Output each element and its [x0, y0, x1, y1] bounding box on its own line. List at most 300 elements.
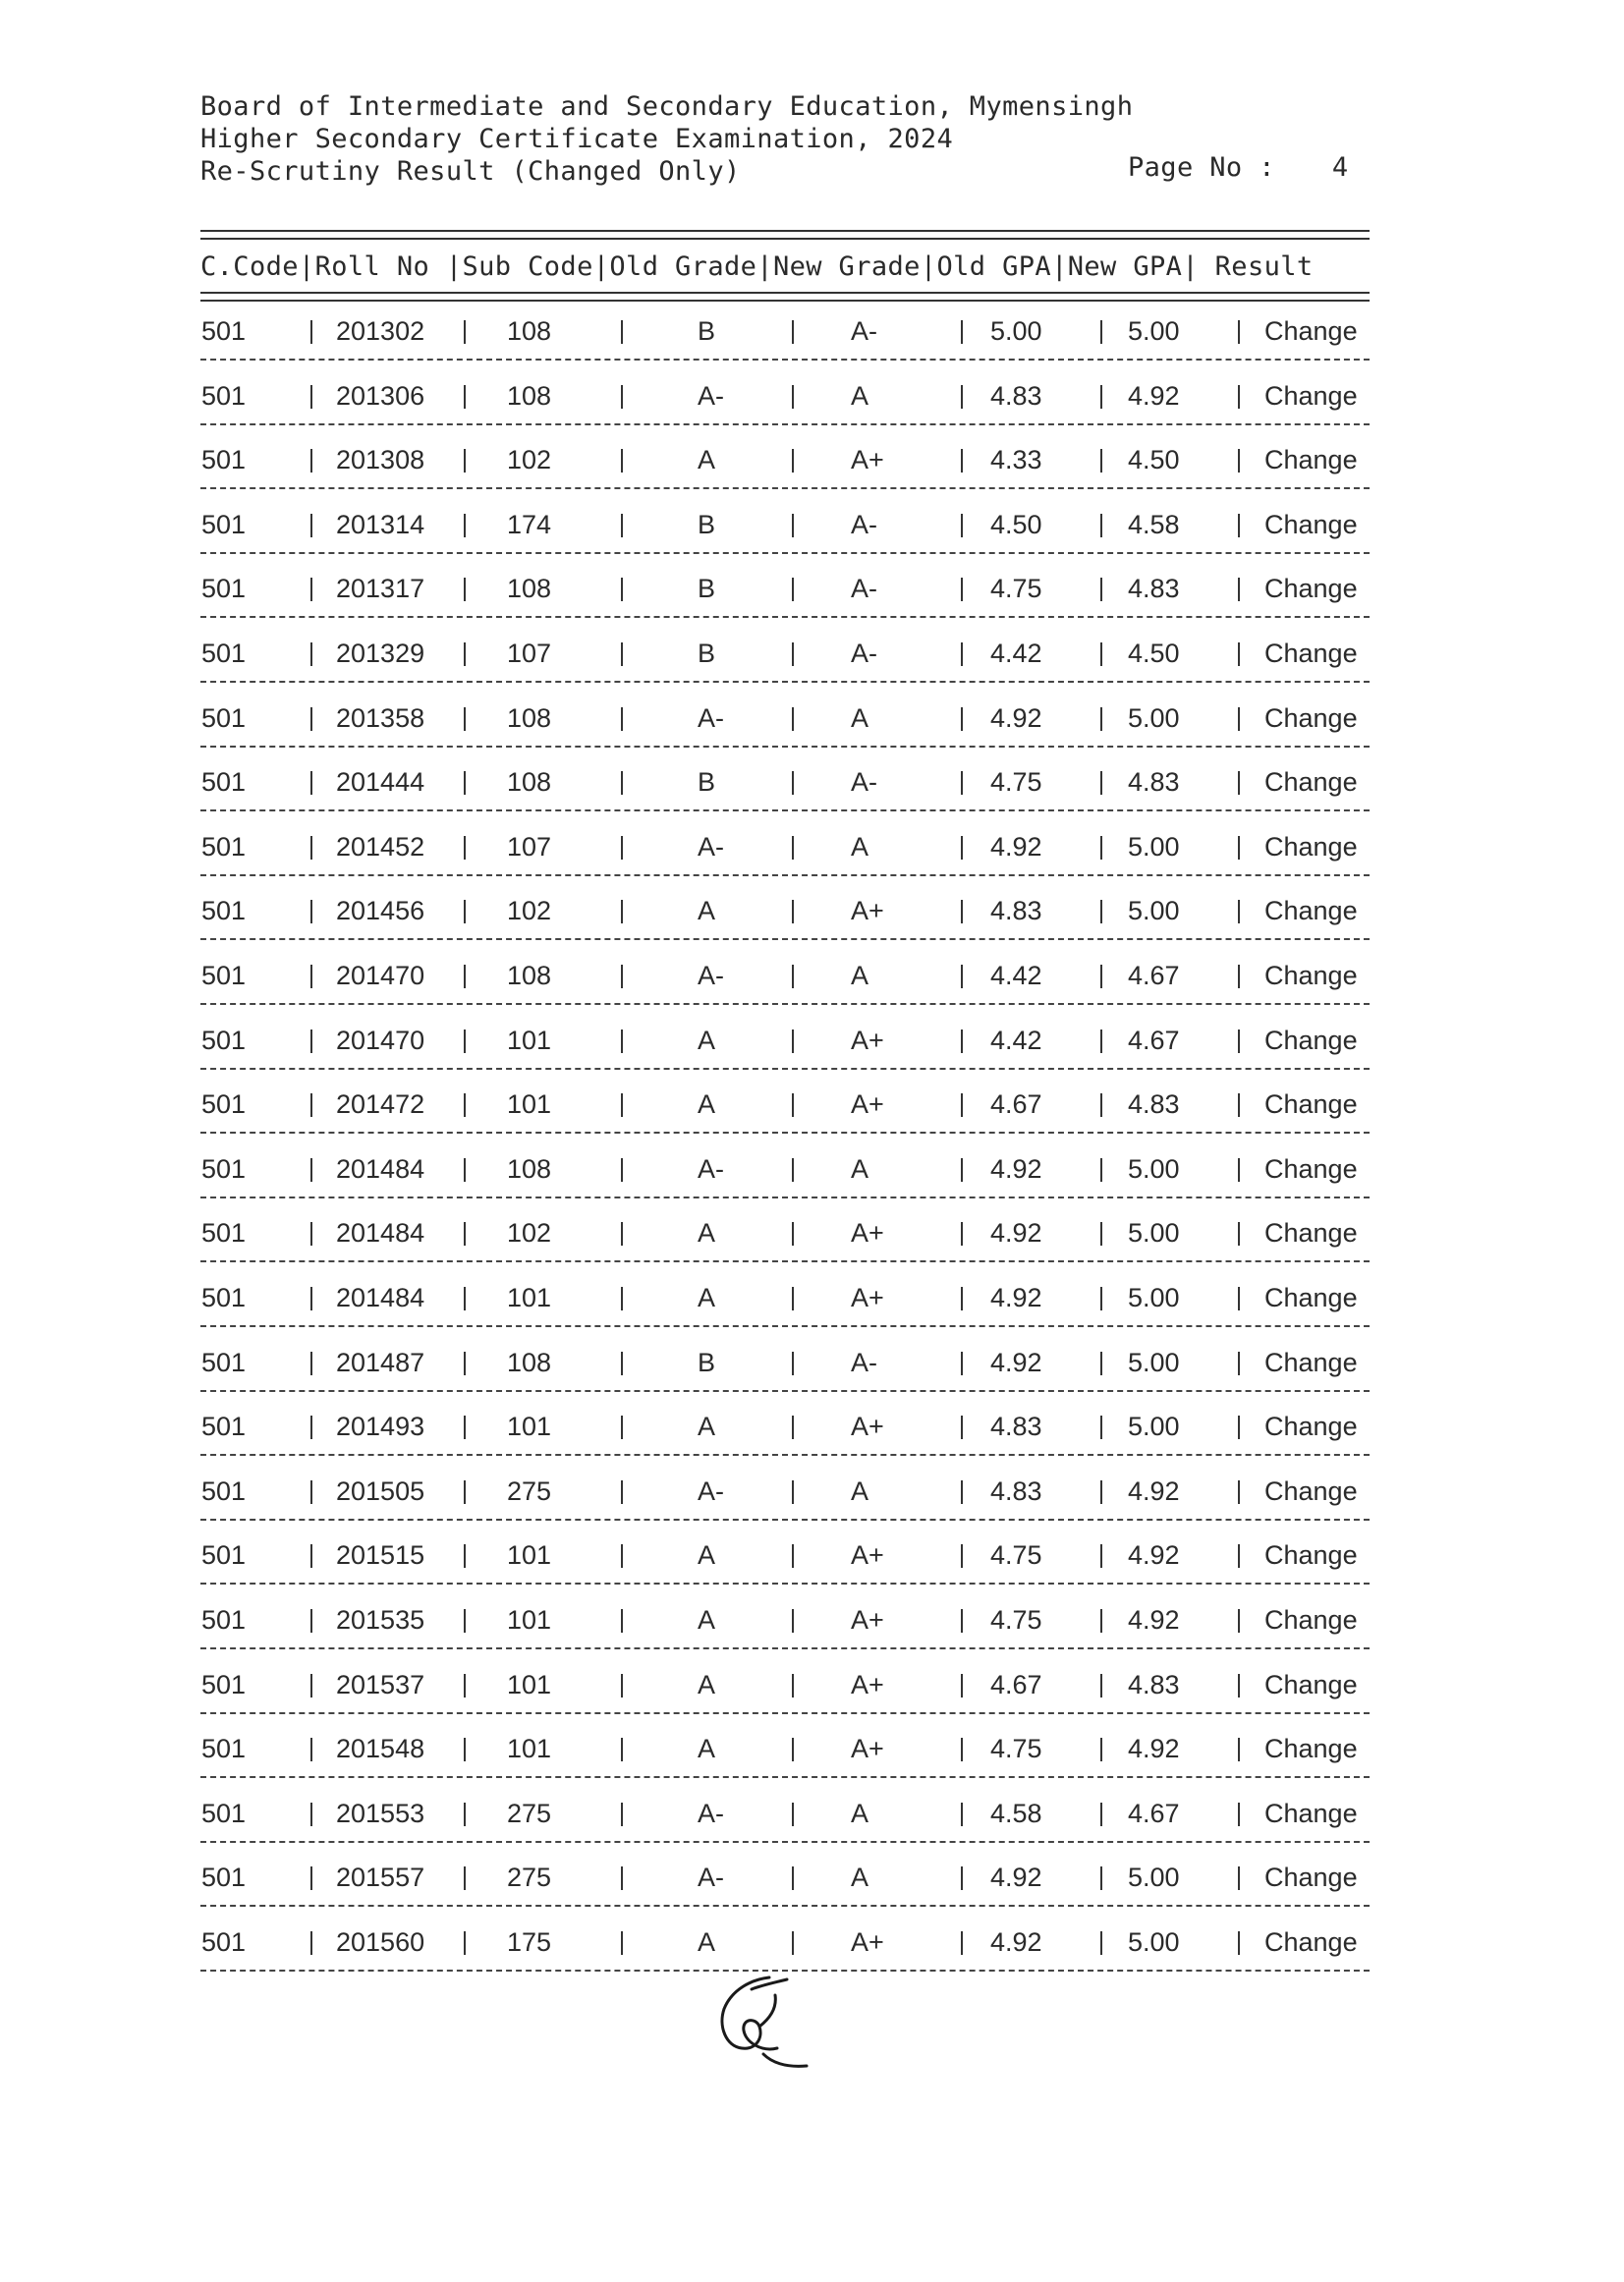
column-separator: [1100, 642, 1102, 666]
new-grade: A: [851, 1798, 869, 1828]
table-row: [0, 1605, 1624, 1644]
column-separator: [1238, 707, 1240, 731]
result-status: Change: [1264, 961, 1358, 990]
old-gpa: 4.92: [990, 1153, 1042, 1184]
column-separator: [792, 1352, 794, 1375]
row-divider: [200, 1132, 1370, 1134]
old-grade: B: [698, 1347, 716, 1377]
column-separator: [1238, 1416, 1240, 1439]
subject-code: 108: [507, 380, 552, 411]
column-separator: [1100, 1480, 1102, 1504]
old-gpa: 4.42: [990, 639, 1042, 668]
column-separator: [1238, 771, 1240, 795]
column-separator: [464, 385, 466, 409]
column-separator: [310, 320, 312, 344]
row-divider: [200, 1003, 1370, 1005]
row-divider: [200, 1390, 1370, 1392]
centre-code: 501: [201, 316, 247, 346]
column-separator: [1100, 1093, 1102, 1117]
page-number: 4: [1331, 152, 1349, 183]
result-status: Change: [1264, 1475, 1358, 1506]
new-gpa: 4.92: [1128, 1475, 1180, 1506]
column-separator: [792, 1931, 794, 1955]
subject-code: 175: [507, 1927, 552, 1957]
column-separator: [961, 1222, 963, 1246]
column-separator: [961, 1352, 963, 1375]
old-grade: A-: [698, 961, 724, 990]
old-grade: A: [698, 1734, 716, 1764]
column-separator: [1100, 1609, 1102, 1633]
column-separator: [792, 1738, 794, 1761]
old-grade: B: [698, 509, 716, 539]
old-gpa: 4.75: [990, 767, 1042, 798]
row-divider: [200, 1068, 1370, 1070]
column-separator: [1100, 965, 1102, 988]
result-status: Change: [1264, 1412, 1358, 1442]
column-separator: [621, 1416, 623, 1439]
centre-code: 501: [201, 1475, 247, 1506]
new-grade: A+: [851, 1734, 884, 1764]
column-separator: [1100, 514, 1102, 537]
row-divider: [200, 1454, 1370, 1456]
table-row: [0, 1799, 1624, 1838]
roll-number: 201456: [336, 896, 425, 926]
column-separator: [1238, 449, 1240, 473]
old-grade: A-: [698, 831, 724, 862]
result-type-title: Re-Scrutiny Result (Changed Only): [200, 156, 741, 187]
column-separator: [621, 1093, 623, 1117]
column-separator: [310, 1738, 312, 1761]
roll-number: 201487: [336, 1347, 425, 1377]
column-separator: [310, 1866, 312, 1890]
column-separator: [464, 1287, 466, 1310]
subject-code: 108: [507, 767, 552, 798]
centre-code: 501: [201, 1798, 247, 1828]
new-grade: A-: [851, 316, 877, 346]
new-grade: A+: [851, 1412, 884, 1442]
column-separator: [792, 1158, 794, 1182]
row-divider: [200, 1519, 1370, 1521]
column-separator: [464, 965, 466, 988]
row-divider: [200, 938, 1370, 940]
subject-code: 108: [507, 702, 552, 733]
old-gpa: 4.75: [990, 1605, 1042, 1635]
new-grade: A: [851, 831, 869, 862]
column-separator: [792, 1030, 794, 1053]
column-separator: [464, 642, 466, 666]
new-grade: A+: [851, 1669, 884, 1699]
result-status: Change: [1264, 445, 1358, 475]
new-grade: A+: [851, 1540, 884, 1571]
column-separator: [961, 900, 963, 923]
column-separator: [310, 1931, 312, 1955]
new-gpa: 4.67: [1128, 1025, 1180, 1055]
subject-code: 275: [507, 1863, 552, 1893]
roll-number: 201314: [336, 509, 425, 539]
column-separator: [621, 514, 623, 537]
page-label: Page No :: [1128, 152, 1275, 183]
column-separator: [464, 1158, 466, 1182]
old-grade: A: [698, 1669, 716, 1699]
result-status: Change: [1264, 896, 1358, 926]
column-separator: [310, 836, 312, 860]
table-row: [0, 639, 1624, 678]
column-separator: [464, 320, 466, 344]
roll-number: 201493: [336, 1412, 425, 1442]
column-separator: [464, 1931, 466, 1955]
subject-code: 101: [507, 1283, 552, 1312]
column-separator: [1100, 1674, 1102, 1698]
result-status: Change: [1264, 767, 1358, 798]
column-separator: [464, 771, 466, 795]
column-separator: [961, 1480, 963, 1504]
result-status: Change: [1264, 1734, 1358, 1764]
subject-code: 101: [507, 1025, 552, 1055]
column-separator: [1100, 1866, 1102, 1890]
new-gpa: 4.92: [1128, 380, 1180, 411]
old-gpa: 4.83: [990, 896, 1042, 926]
old-gpa: 4.67: [990, 1669, 1042, 1699]
result-status: Change: [1264, 702, 1358, 733]
column-separator: [961, 771, 963, 795]
new-gpa: 4.92: [1128, 1605, 1180, 1635]
new-gpa: 5.00: [1128, 1863, 1180, 1893]
column-separator: [792, 449, 794, 473]
roll-number: 201317: [336, 574, 425, 604]
centre-code: 501: [201, 767, 247, 798]
table-row: [0, 1348, 1624, 1387]
column-separator: [961, 642, 963, 666]
centre-code: 501: [201, 445, 247, 475]
column-separator: [310, 1544, 312, 1568]
table-row: [0, 1089, 1624, 1129]
column-separator: [1100, 1803, 1102, 1826]
new-grade: A+: [851, 896, 884, 926]
centre-code: 501: [201, 1153, 247, 1184]
column-separator: [621, 965, 623, 988]
roll-number: 201557: [336, 1863, 425, 1893]
column-separator: [1100, 900, 1102, 923]
old-grade: B: [698, 767, 716, 798]
centre-code: 501: [201, 574, 247, 604]
centre-code: 501: [201, 1540, 247, 1571]
subject-code: 108: [507, 316, 552, 346]
table-row: [0, 1026, 1624, 1065]
column-headers: C.Code|Roll No |Sub Code|Old Grade|New Grade|Old GPA|New GPA| Result: [200, 251, 1314, 282]
roll-number: 201484: [336, 1283, 425, 1312]
old-grade: A-: [698, 1863, 724, 1893]
old-gpa: 4.33: [990, 445, 1042, 475]
column-separator: [961, 965, 963, 988]
column-separator: [1100, 1931, 1102, 1955]
result-status: Change: [1264, 1605, 1358, 1635]
table-row: [0, 832, 1624, 871]
centre-code: 501: [201, 639, 247, 668]
column-separator: [310, 965, 312, 988]
result-status: Change: [1264, 1798, 1358, 1828]
old-gpa: 4.50: [990, 509, 1042, 539]
column-separator: [961, 1931, 963, 1955]
new-gpa: 5.00: [1128, 1347, 1180, 1377]
column-separator: [1238, 1093, 1240, 1117]
column-separator: [1238, 1738, 1240, 1761]
column-separator: [310, 1093, 312, 1117]
column-separator: [1100, 1158, 1102, 1182]
subject-code: 108: [507, 574, 552, 604]
new-grade: A+: [851, 1283, 884, 1312]
column-separator: [1238, 1609, 1240, 1633]
column-separator: [310, 1674, 312, 1698]
column-separator: [1100, 1544, 1102, 1568]
roll-number: 201470: [336, 961, 425, 990]
row-divider: [200, 616, 1370, 618]
column-separator: [961, 1030, 963, 1053]
column-separator: [1238, 836, 1240, 860]
column-separator: [1100, 1287, 1102, 1310]
roll-number: 201444: [336, 767, 425, 798]
column-separator: [792, 1416, 794, 1439]
column-separator: [792, 578, 794, 601]
roll-number: 201302: [336, 316, 425, 346]
column-separator: [792, 1287, 794, 1310]
column-separator: [464, 578, 466, 601]
column-separator: [310, 900, 312, 923]
table-row: [0, 1283, 1624, 1322]
column-separator: [310, 1416, 312, 1439]
column-separator: [464, 1866, 466, 1890]
subject-code: 101: [507, 1605, 552, 1635]
column-separator: [621, 771, 623, 795]
old-gpa: 4.58: [990, 1798, 1042, 1828]
result-status: Change: [1264, 1863, 1358, 1893]
column-separator: [792, 1803, 794, 1826]
column-separator: [792, 642, 794, 666]
column-separator: [1238, 1287, 1240, 1310]
column-separator: [961, 1093, 963, 1117]
subject-code: 102: [507, 1218, 552, 1249]
centre-code: 501: [201, 1025, 247, 1055]
table-row: [0, 1412, 1624, 1451]
new-grade: A-: [851, 639, 877, 668]
result-status: Change: [1264, 574, 1358, 604]
column-separator: [792, 1674, 794, 1698]
column-separator: [961, 1738, 963, 1761]
roll-number: 201548: [336, 1734, 425, 1764]
row-divider: [200, 1712, 1370, 1714]
column-separator: [1100, 578, 1102, 601]
column-separator: [621, 449, 623, 473]
new-gpa: 5.00: [1128, 1927, 1180, 1957]
new-grade: A-: [851, 509, 877, 539]
subject-code: 108: [507, 1347, 552, 1377]
column-separator: [310, 578, 312, 601]
result-status: Change: [1264, 1218, 1358, 1249]
old-grade: A-: [698, 1798, 724, 1828]
roll-number: 201553: [336, 1798, 425, 1828]
column-separator: [621, 1544, 623, 1568]
roll-number: 201306: [336, 380, 425, 411]
old-grade: B: [698, 639, 716, 668]
old-grade: A-: [698, 380, 724, 411]
roll-number: 201505: [336, 1475, 425, 1506]
old-gpa: 4.75: [990, 1734, 1042, 1764]
old-grade: A: [698, 1605, 716, 1635]
column-separator: [464, 836, 466, 860]
new-grade: A+: [851, 1605, 884, 1635]
table-row: [0, 961, 1624, 1000]
row-divider: [200, 1647, 1370, 1649]
table-row: [0, 316, 1624, 356]
result-status: Change: [1264, 380, 1358, 411]
column-separator: [310, 642, 312, 666]
new-grade: A: [851, 1153, 869, 1184]
column-separator: [1100, 771, 1102, 795]
column-separator: [464, 1609, 466, 1633]
column-separator: [1238, 1222, 1240, 1246]
result-status: Change: [1264, 1347, 1358, 1377]
result-status: Change: [1264, 1927, 1358, 1957]
column-separator: [792, 514, 794, 537]
column-separator: [621, 1287, 623, 1310]
new-grade: A: [851, 702, 869, 733]
table-row: [0, 1927, 1624, 1967]
row-divider: [200, 552, 1370, 554]
column-separator: [1238, 1931, 1240, 1955]
new-grade: A: [851, 961, 869, 990]
column-separator: [464, 1222, 466, 1246]
table-row: [0, 1540, 1624, 1580]
column-separator: [310, 1222, 312, 1246]
column-separator: [961, 1544, 963, 1568]
column-separator: [792, 1609, 794, 1633]
subject-code: 101: [507, 1412, 552, 1442]
old-gpa: 4.92: [990, 1347, 1042, 1377]
centre-code: 501: [201, 1734, 247, 1764]
table-row: [0, 767, 1624, 807]
row-divider: [200, 1197, 1370, 1198]
column-separator: [621, 385, 623, 409]
column-separator: [1238, 578, 1240, 601]
roll-number: 201308: [336, 445, 425, 475]
column-separator: [961, 1416, 963, 1439]
column-separator: [621, 1222, 623, 1246]
result-status: Change: [1264, 509, 1358, 539]
old-grade: A: [698, 1218, 716, 1249]
old-grade: A-: [698, 1475, 724, 1506]
subject-code: 275: [507, 1798, 552, 1828]
old-grade: A: [698, 896, 716, 926]
column-separator: [1100, 836, 1102, 860]
old-gpa: 5.00: [990, 316, 1042, 346]
column-separator: [961, 1803, 963, 1826]
column-separator: [792, 836, 794, 860]
centre-code: 501: [201, 1412, 247, 1442]
column-separator: [961, 320, 963, 344]
header-top-rule: [200, 230, 1370, 240]
new-gpa: 4.50: [1128, 445, 1180, 475]
column-separator: [310, 771, 312, 795]
old-gpa: 4.92: [990, 1283, 1042, 1312]
column-separator: [792, 1544, 794, 1568]
result-status: Change: [1264, 1669, 1358, 1699]
result-status: Change: [1264, 1025, 1358, 1055]
column-separator: [621, 1803, 623, 1826]
old-gpa: 4.75: [990, 574, 1042, 604]
subject-code: 108: [507, 961, 552, 990]
new-gpa: 5.00: [1128, 831, 1180, 862]
column-separator: [310, 1803, 312, 1826]
row-divider: [200, 681, 1370, 683]
roll-number: 201470: [336, 1025, 425, 1055]
table-row: [0, 896, 1624, 935]
roll-number: 201535: [336, 1605, 425, 1635]
column-separator: [1238, 1544, 1240, 1568]
result-status: Change: [1264, 316, 1358, 346]
column-separator: [464, 514, 466, 537]
new-gpa: 4.83: [1128, 1669, 1180, 1699]
centre-code: 501: [201, 831, 247, 862]
column-separator: [1238, 1674, 1240, 1698]
column-separator: [621, 320, 623, 344]
old-gpa: 4.92: [990, 1218, 1042, 1249]
old-gpa: 4.92: [990, 1927, 1042, 1957]
old-gpa: 4.92: [990, 702, 1042, 733]
subject-code: 107: [507, 639, 552, 668]
roll-number: 201329: [336, 639, 425, 668]
board-title: Board of Intermediate and Secondary Education, Mymensingh: [200, 91, 1134, 122]
column-separator: [621, 642, 623, 666]
result-status: Change: [1264, 1153, 1358, 1184]
row-divider: [200, 809, 1370, 811]
old-gpa: 4.83: [990, 380, 1042, 411]
column-separator: [961, 1609, 963, 1633]
column-separator: [464, 1544, 466, 1568]
old-grade: A: [698, 445, 716, 475]
table-row: [0, 510, 1624, 549]
column-separator: [792, 385, 794, 409]
row-divider: [200, 1260, 1370, 1262]
column-separator: [961, 1674, 963, 1698]
subject-code: 107: [507, 831, 552, 862]
new-grade: A: [851, 1863, 869, 1893]
column-separator: [621, 1674, 623, 1698]
column-separator: [961, 1866, 963, 1890]
subject-code: 101: [507, 1669, 552, 1699]
new-gpa: 4.92: [1128, 1540, 1180, 1571]
new-gpa: 4.67: [1128, 961, 1180, 990]
column-separator: [792, 320, 794, 344]
column-separator: [1238, 1158, 1240, 1182]
subject-code: 275: [507, 1475, 552, 1506]
column-separator: [961, 578, 963, 601]
old-grade: A: [698, 1089, 716, 1120]
column-separator: [464, 900, 466, 923]
column-separator: [464, 449, 466, 473]
roll-number: 201484: [336, 1153, 425, 1184]
centre-code: 501: [201, 702, 247, 733]
row-divider: [200, 1583, 1370, 1585]
centre-code: 501: [201, 1283, 247, 1312]
old-gpa: 4.83: [990, 1475, 1042, 1506]
column-separator: [1238, 514, 1240, 537]
column-separator: [464, 1480, 466, 1504]
centre-code: 501: [201, 1218, 247, 1249]
column-separator: [1238, 1866, 1240, 1890]
table-row: [0, 445, 1624, 484]
old-gpa: 4.42: [990, 1025, 1042, 1055]
roll-number: 201537: [336, 1669, 425, 1699]
centre-code: 501: [201, 1863, 247, 1893]
